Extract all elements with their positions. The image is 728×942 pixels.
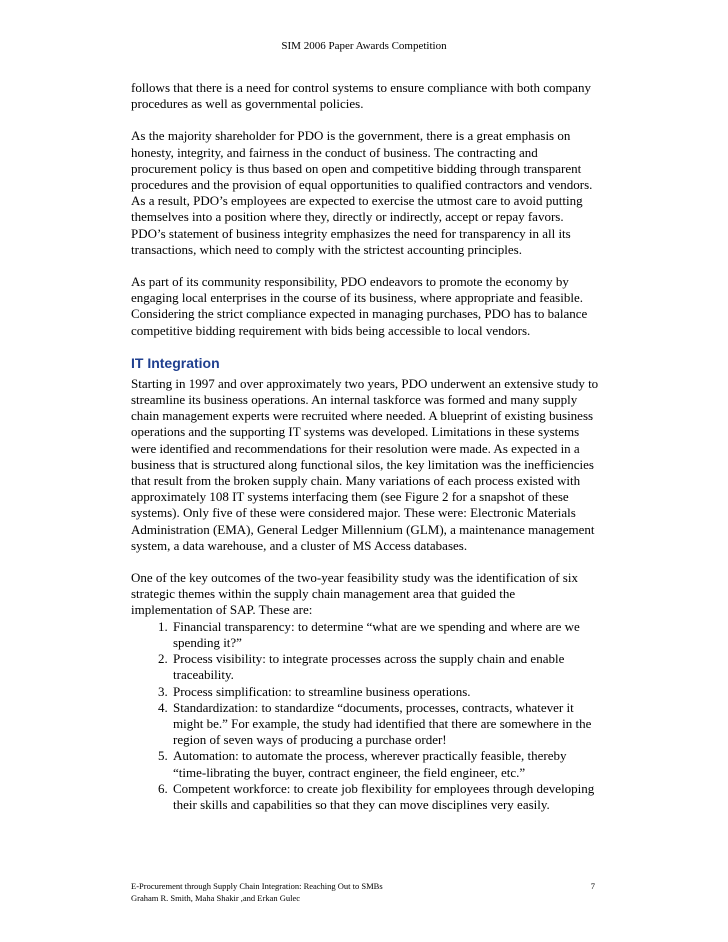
list-item: 4. Standardization: to standardize “documents, processes, contracts, whatever it might be.” For example, the study had identified that there are somewhere in the region of seven ways of producing a purchase order! (171, 700, 599, 749)
paragraph: As part of its community responsibility, PDO endeavors to promote the economy by engaging local enterprises in the course of its business, where appropriate and feasible. Considering the strict compliance expected in managing purchases, PDO has to balance competitive bidding requirement with bids being accessible to local vendors. (131, 274, 588, 338)
page-number: 7 (590, 881, 595, 891)
paragraph: Starting in 1997 and over approximately two years, PDO underwent an extensive study to streamline its business operations. An internal taskforce was formed and many supply chain management experts were recruited where needed. A blueprint of existing business operations and the supporting IT systems was developed. Limitations in these systems were identified and recommendations for their resolution were made. As expected in a business that is structured along functional silos, the key limitation was the inefficiencies that result from the broken supply chain. Many variations of each process existed with approximately 108 IT systems interfacing them (see Figure 2 for a snapshot of these systems). Only five of these were considered major. These were: Electronic Materials Administration (EMA), General Ledger Millennium (GLM), a maintenance management system, a data warehouse, and a cluster of MS Access databases. (131, 375, 599, 553)
page-footer (131, 880, 601, 904)
list-item: 1. Financial transparency: to determine “what are we spending and where are we spending it?” (171, 619, 599, 651)
page-header: SIM 2006 Paper Awards Competition (281, 40, 447, 52)
list-item: 5. Automation: to automate the process, wherever practically feasible, thereby “time-librating the buyer, contract engineer, the field engineer, etc.” (171, 748, 599, 780)
footer-title: E-Procurement through Supply Chain Integration: Reaching Out to SMBs (131, 881, 383, 891)
list-item: 2. Process visibility: to integrate processes across the supply chain and enable traceability. (171, 651, 599, 683)
paragraph: One of the key outcomes of the two-year feasibility study was the identification of six strategic themes within the supply chain management area that guided the implementation of SAP. These are: (131, 570, 578, 618)
paragraph: follows that there is a need for control systems to ensure compliance with both company procedures as well as governmental policies. (131, 80, 591, 112)
list-item: 3. Process simplification: to streamline business operations. (171, 684, 599, 700)
footer-authors: Graham R. Smith, Maha Shakir ,and Erkan Gulec (131, 893, 301, 903)
list-item: 6. Competent workforce: to create job flexibility for employees through developing their skills and capabilities so that they can move disciplines very easily. (171, 781, 599, 813)
paragraph: As the majority shareholder for PDO is the government, there is a great emphasis on honesty, integrity, and fairness in the conduct of business. The contracting and procurement policy is thus based on open and competitive bidding through transparent procedures and the provision of equal opportunities to qualified contractors and vendors. As a result, PDO’s employees are expected to exercise the utmost care to avoid putting themselves into a position where they, directly or indirectly, accept or repay favors. PDO’s statement of business integrity emphasizes the need for transparency in all its transactions, which need to comply with the strictest accounting principles. (131, 128, 593, 257)
themes-list (131, 619, 599, 813)
document-body (131, 80, 599, 813)
section-heading: IT Integration (131, 354, 220, 371)
